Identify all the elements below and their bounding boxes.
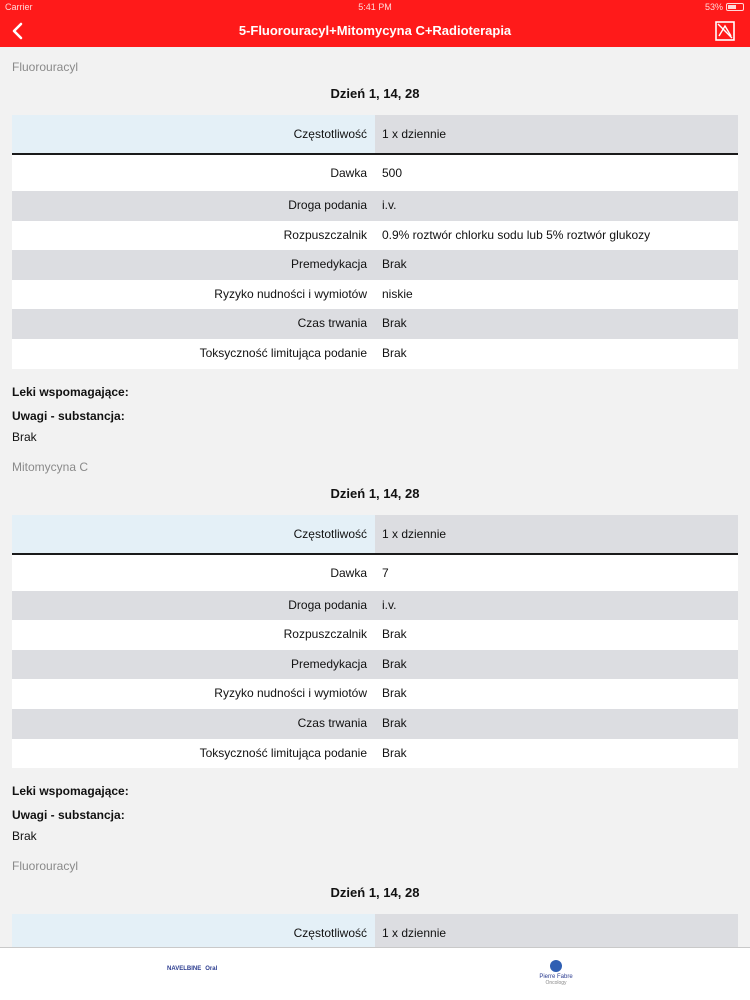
navelbine-brand: NAVELBINE: [167, 966, 202, 972]
battery-status: [705, 0, 744, 14]
row-label: Dawka: [330, 166, 367, 180]
row-value: Brak: [382, 316, 407, 331]
drug-name: Mitomycyna C: [12, 459, 89, 474]
day-label: Dzień 1, 14, 28: [330, 485, 420, 501]
row-value: 1 x dziennie: [375, 115, 738, 153]
row-label: Premedykacja: [290, 656, 367, 671]
row-label: Częstotliwość: [12, 115, 375, 153]
dosage-table: [12, 515, 738, 769]
row-label: Rozpuszczalnik: [283, 627, 367, 642]
notes-title: Uwagi - substancja:: [12, 408, 125, 423]
pdf-icon: [715, 21, 735, 41]
dosage-table: [12, 115, 738, 369]
notes-value: Brak: [12, 429, 37, 444]
notes-title: Uwagi - substancja:: [12, 808, 125, 823]
drug-name: Fluorouracyl: [12, 60, 79, 74]
table-row: [12, 115, 738, 153]
row-value: 1 x dziennie: [375, 914, 738, 947]
navelbine-logo[interactable]: [167, 966, 227, 984]
row-value: Brak: [382, 656, 407, 671]
row-label: Częstotliwość: [12, 914, 375, 947]
drug-section: [0, 447, 750, 847]
notes-value: Brak: [12, 829, 37, 844]
table-row: [12, 221, 738, 251]
row-label: Premedykacja: [290, 257, 367, 272]
notes-block: [0, 768, 750, 846]
pierre-fabre-emblem-icon: [550, 960, 562, 972]
row-label: Dawka: [330, 565, 367, 580]
row-value: 1 x dziennie: [375, 515, 738, 553]
table-row: [12, 555, 738, 591]
back-button[interactable]: [6, 18, 28, 44]
navelbine-sub: Oral: [205, 966, 218, 972]
row-label: Toksyczność limitująca podanie: [199, 745, 367, 760]
table-row: [12, 914, 738, 947]
table-row: [12, 250, 738, 280]
clock: 5:41 PM: [358, 2, 392, 12]
footer-tab-bar: [0, 947, 750, 1000]
table-row: [12, 679, 738, 709]
row-label: Częstotliwość: [12, 515, 375, 553]
row-value: Brak: [382, 686, 407, 701]
pierre-fabre-logo[interactable]: [530, 960, 582, 990]
page-title: 5-Fluorouracyl+Mitomycyna C+Radioterapia: [238, 23, 512, 38]
row-label: Droga podania: [288, 597, 367, 612]
row-value: 7: [382, 565, 389, 580]
drug-name: Fluorouracyl: [12, 859, 79, 874]
table-row: [12, 339, 738, 369]
drug-section: [0, 47, 750, 447]
support-drugs-title: Leki wspomagające:: [12, 384, 129, 399]
table-row: [12, 620, 738, 650]
pierre-fabre-line2: Oncology: [545, 980, 567, 986]
row-label: Czas trwania: [297, 316, 367, 331]
drug-section: [0, 846, 750, 947]
row-value: Brak: [382, 715, 407, 730]
table-row: [12, 591, 738, 621]
row-value: i.v.: [382, 597, 397, 612]
battery-icon: [726, 3, 744, 11]
status-bar: [0, 0, 750, 14]
carrier-label: Carrier: [5, 2, 33, 12]
table-row: [12, 155, 738, 191]
table-row: [12, 739, 738, 769]
table-row: [12, 709, 738, 739]
row-label: Ryzyko nudności i wymiotów: [214, 286, 367, 301]
row-value: Brak: [382, 257, 407, 272]
row-value: Brak: [382, 345, 407, 360]
row-label: Czas trwania: [297, 715, 367, 730]
row-value: niskie: [382, 286, 413, 301]
row-label: Ryzyko nudności i wymiotów: [214, 686, 367, 701]
table-row: [12, 515, 738, 553]
chevron-left-icon: [11, 22, 23, 40]
row-value: Brak: [382, 745, 407, 760]
row-value: i.v.: [382, 198, 397, 212]
regimen-content[interactable]: [0, 47, 750, 947]
pierre-fabre-line1: Pierre Fabre: [539, 974, 573, 980]
row-value: Brak: [382, 627, 407, 642]
row-value: 500: [382, 166, 403, 180]
battery-percent: 53%: [704, 2, 723, 12]
dosage-table: [12, 914, 738, 947]
row-label: Rozpuszczalnik: [283, 227, 367, 242]
row-value: 0.9% roztwór chlorku sodu lub 5% roztwór glukozy: [382, 227, 651, 242]
table-row: [12, 280, 738, 310]
pdf-button[interactable]: [714, 20, 736, 42]
support-drugs-title: Leki wspomagające:: [12, 784, 129, 799]
notes-block: [0, 369, 750, 447]
navigation-bar: [0, 14, 750, 47]
row-label: Toksyczność limitująca podanie: [199, 345, 367, 360]
table-row: [12, 191, 738, 221]
row-label: Droga podania: [288, 198, 367, 212]
day-label: Dzień 1, 14, 28: [330, 885, 420, 901]
table-row: [12, 650, 738, 680]
table-row: [12, 309, 738, 339]
day-label: Dzień 1, 14, 28: [330, 86, 420, 101]
